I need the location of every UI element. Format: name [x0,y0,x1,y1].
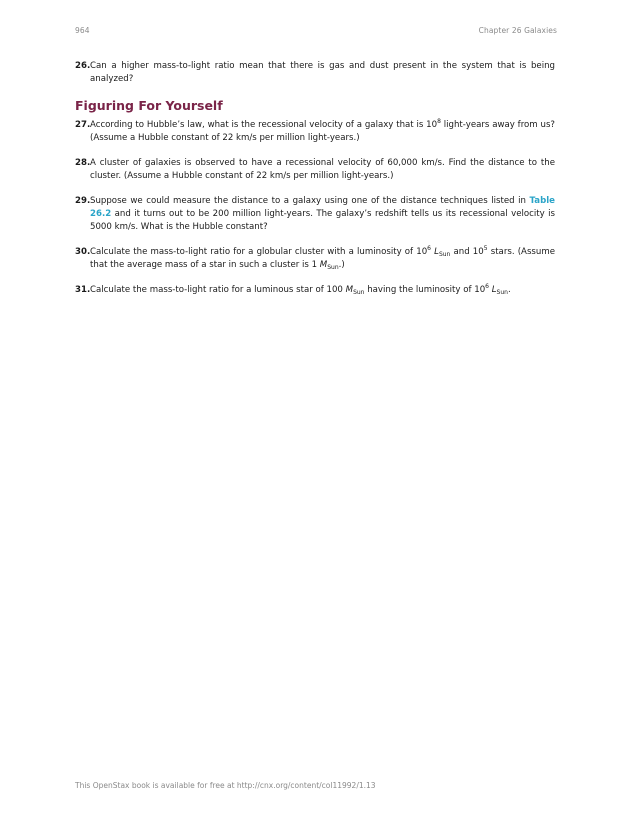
subscript: Sun [327,264,339,271]
question-number: 29. [75,196,91,206]
section-heading: Figuring For Yourself [75,98,223,113]
question-number: 26. [75,61,91,71]
running-chapter-title: Chapter 26 Galaxies [478,26,557,35]
question-text: According to Hubble’s law, what is the recessional velocity of a galaxy that is $10^8$ light-years away from us? (Assume a Hubble constant of 22 km/s per million light-years.) [90,118,555,143]
question-number: 31. [75,285,91,295]
question-27 [75,119,555,145]
question-29 [75,195,555,234]
question-number: 27. [75,120,91,130]
question-number: 28. [75,158,91,168]
subscript: Sun [496,289,508,296]
exponent: 6 [427,245,431,252]
table-link[interactable]: Table 26.2 [90,196,555,219]
question-31 [75,284,555,297]
subscript: Sun [353,289,365,296]
mass-symbol: M [345,285,354,295]
question-26 [75,60,555,86]
question-text: Calculate the mass-to-light ratio for a globular cluster with a luminosity of $10^6$ $L_{Sun}$ and $10^5$ stars. (Assume that the average mass of a star in such a cluster is 1 $M_{Sun}$.) [90,245,555,271]
exponent: 8 [437,118,441,125]
exponent: 6 [485,283,489,290]
question-28 [75,157,555,183]
question-text: Can a higher mass-to-light ratio mean that there is gas and dust present in the system that is being analyzed? [90,61,555,84]
exponent: 5 [483,245,488,252]
luminosity-symbol: L [491,285,497,295]
luminosity-symbol: L [434,247,439,257]
page-content [75,60,555,309]
page-number: 964 [75,26,90,35]
subscript: Sun [438,251,451,258]
question-text: A cluster of galaxies is observed to have a recessional velocity of 60,000 km/s. Find the distance to the cluster. (Assume a Hubble constant of 22 km/s per million light-years.) [90,158,555,181]
mass-symbol: M [319,260,328,270]
footer-note: This OpenStax book is available for free at http://cnx.org/content/col11992/1.13 [75,781,376,790]
question-number: 30. [75,247,91,257]
question-30 [75,246,555,272]
question-text: Suppose we could measure the distance to a galaxy using one of the distance techniques listed in Table 26.2 and it turns out to be 200 million light-years. The galaxy’s redshift tells us its recessional velocity is 5000 km/s. What is the Hubble constant? [90,196,555,232]
question-text: Calculate the mass-to-light ratio for a luminous star of 100 $M_{Sun}$ having the luminosity of $10^6$ $L_{Sun}$. [90,283,511,296]
